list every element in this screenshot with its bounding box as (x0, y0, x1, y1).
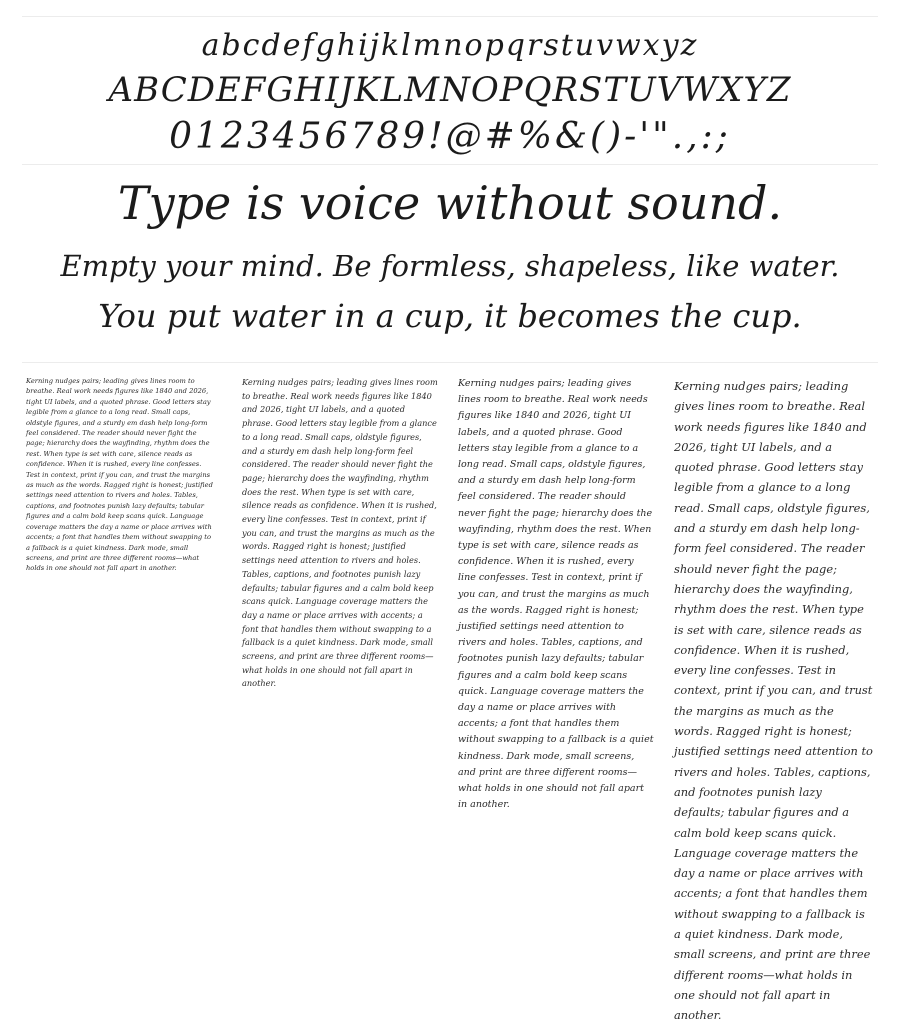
display-section-divider (22, 362, 878, 363)
glyph-section-divider (22, 164, 878, 165)
body-text-column-medium: Kerning nudges pairs; leading gives lines room to breathe. Real work needs figures like 1840 and 2026, tight UI labels, and a quoted phrase. Good letters stay legible from a glance to a long read. Small caps, oldstyle figures, and a sturdy em dash help long-form feel considered. The reader should never fight the page; hierarchy does the wayfinding, rhythm does the rest. When type is set with care, silence reads as confidence. When it is rushed, every line confesses. Test in context, print if you can, and trust the margins as much as the words. Ragged right is honest; justified settings need attention to rivers and holes. Tables, captions, and footnotes punish lazy defaults; tabular figures and a calm bold keep scans quick. Language coverage matters the day a name or place arrives with accents; a font that handles them without swapping to a fallback is a quiet kindness. Dark mode, small screens, and print are three different rooms—what holds in one should not fall apart in another. (242, 377, 438, 689)
display-line-two: Empty your mind. Be formless, shapeless, like water. (60, 249, 840, 283)
uppercase-glyph-row: ABCDEFGHIJKLMNOPQRSTUVWXYZ (108, 70, 792, 110)
display-line-three: You put water in a cup, it becomes the cup. (98, 297, 802, 335)
display-headline: Type is voice without sound. (117, 176, 783, 230)
lowercase-glyph-row: abcdefghijklmnopqrstuvwxyz (201, 28, 699, 63)
body-text-column-xlarge: Kerning nudges pairs; leading gives lines room to breathe. Real work needs figures like 1840 and 2026, tight UI labels, and a quoted phrase. Good letters stay legible from a glance to a long read. Small caps, oldstyle figures, and a sturdy em dash help long-form feel considered. The reader should never fight the page; hierarchy does the wayfinding, rhythm does the rest. When type is set with care, silence reads as confidence. When it is rushed, every line confesses. Test in context, print if you can, and trust the margins as much as the words. Ragged right is honest; justified settings need attention to rivers and holes. Tables, captions, and footnotes punish lazy defaults; tabular figures and a calm bold keep scans quick. Language coverage matters the day a name or place arrives with accents; a font that handles them without swapping to a fallback is a quiet kindness. Dark mode, small screens, and print are three different rooms—what holds in one should not fall apart in another. (674, 379, 873, 1023)
figures-glyph-row: 0123456789!@#%&()-'".,:; (169, 116, 731, 157)
body-text-column-large: Kerning nudges pairs; leading gives lines room to breathe. Real work needs figures like 1840 and 2026, tight UI labels, and a quoted phrase. Good letters stay legible from a glance to a long read. Small caps, oldstyle figures, and a sturdy em dash help long-form feel considered. The reader should never fight the page; hierarchy does the wayfinding, rhythm does the rest. When type is set with care, silence reads as confidence. When it is rushed, every line confesses. Test in context, print if you can, and trust the margins as much as the words. Ragged right is honest; justified settings need attention to rivers and holes. Tables, captions, and footnotes punish lazy defaults; tabular figures and a calm bold keep scans quick. Language coverage matters the day a name or place arrives with accents; a font that handles them without swapping to a fallback is a quiet kindness. Dark mode, small screens, and print are three different rooms—what holds in one should not fall apart in another. (458, 378, 654, 811)
body-text-column-small: Kerning nudges pairs; leading gives lines room to breathe. Real work needs figures like 1840 and 2026, tight UI labels, and a quoted phrase. Good letters stay legible from a glance to a long read. Small caps, oldstyle figures, and a sturdy em dash help long-form feel considered. The reader should never fight the page; hierarchy does the wayfinding, rhythm does the rest. When type is set with care, silence reads as confidence. When it is rushed, every line confesses. Test in context, print if you can, and trust the margins as much as the words. Ragged right is honest; justified settings need attention to rivers and holes. Tables, captions, and footnotes punish lazy defaults; tabular figures and a calm bold keep scans quick. Language coverage matters the day a name or place arrives with accents; a font that handles them without swapping to a fallback is a quiet kindness. Dark mode, small screens, and print are three different rooms—what holds in one should not fall apart in another. (26, 377, 213, 573)
top-divider (22, 16, 878, 17)
